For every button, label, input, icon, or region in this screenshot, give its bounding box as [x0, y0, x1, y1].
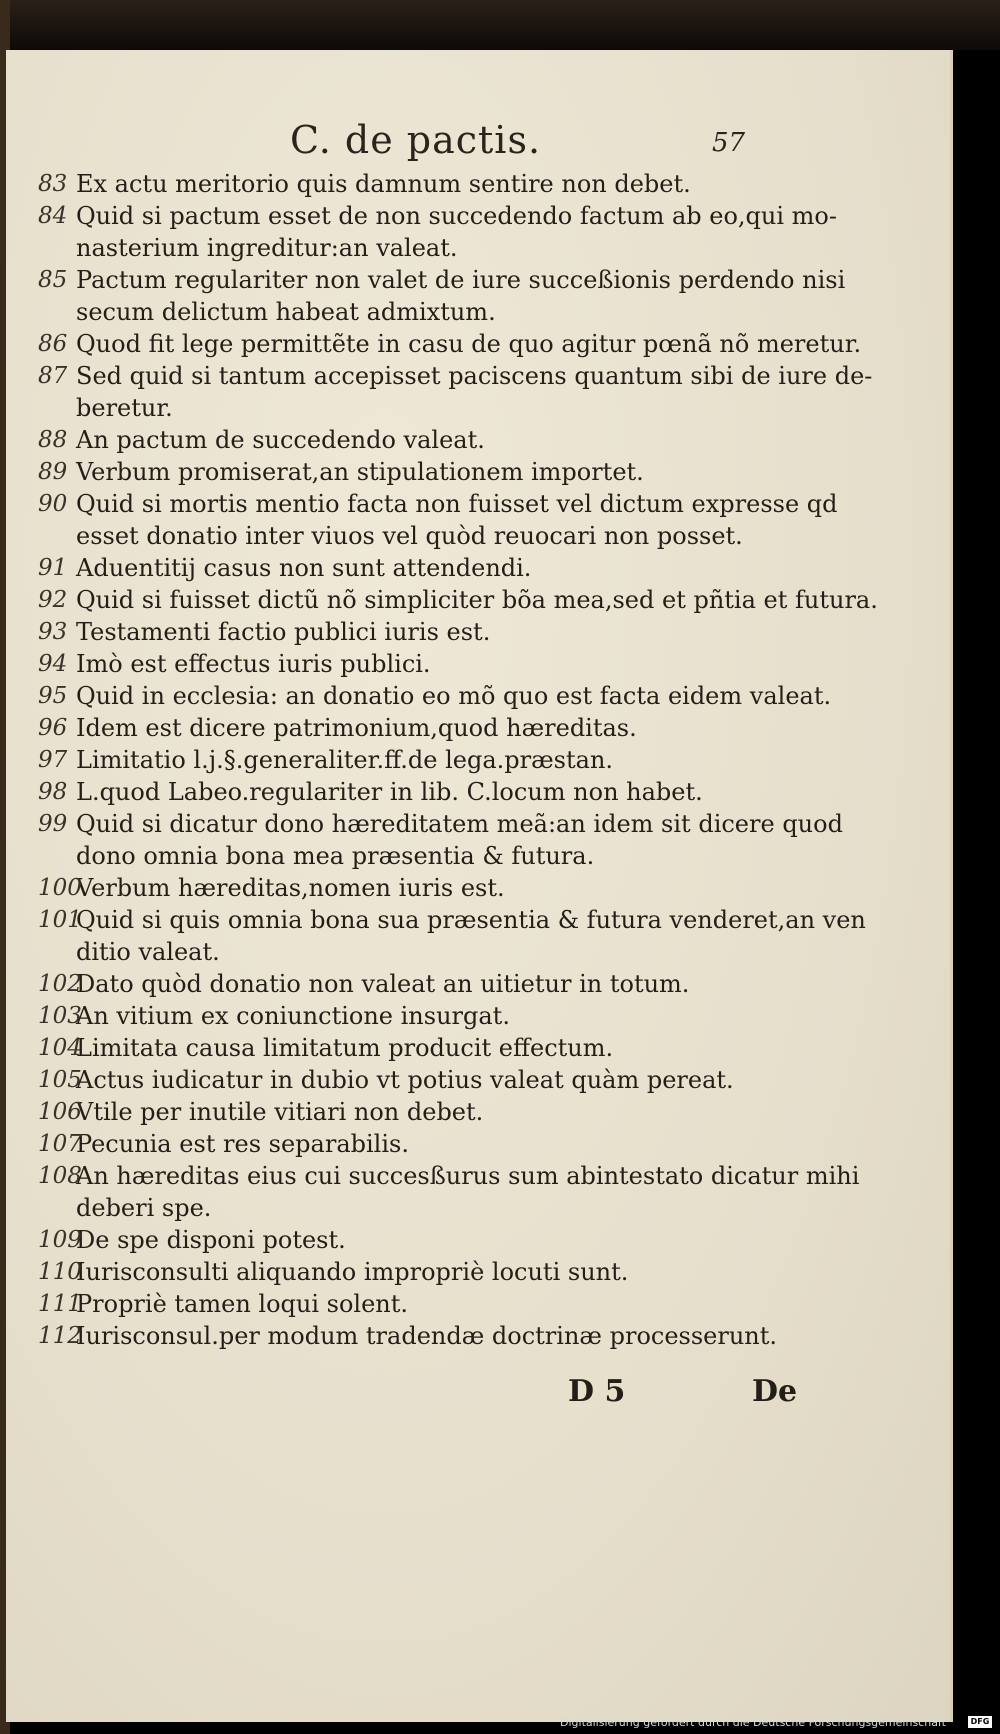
- entry-number: 106: [38, 1099, 82, 1125]
- list-item: [38, 1320, 808, 1352]
- entry-number: 95: [38, 683, 68, 709]
- list-item: [38, 1064, 808, 1096]
- entry-number: 107: [38, 1131, 82, 1157]
- list-item: [38, 1032, 808, 1064]
- entry-text-line: An vitium ex coniunctione insurgat.: [76, 1002, 510, 1030]
- entry-text-line: An hæreditas eius cui succesßurus sum abintestato dicatur mihi: [76, 1162, 860, 1190]
- list-item: [38, 1000, 808, 1032]
- entry-number: 85: [38, 267, 68, 293]
- list-item: [38, 456, 808, 488]
- entry-number: 112: [38, 1323, 82, 1349]
- list-item: [38, 872, 808, 904]
- entry-text-line: Quid si quis omnia bona sua præsentia & futura venderet,an ven: [76, 906, 866, 934]
- list-item: [38, 1096, 808, 1128]
- entry-text-line: An pactum de succedendo valeat.: [76, 426, 485, 454]
- entry-number: 105: [38, 1067, 82, 1093]
- list-item: [38, 552, 808, 584]
- entry-text-line: Sed quid si tantum accepisset paciscens quantum sibi de iure de-: [76, 362, 873, 390]
- list-item: [38, 744, 808, 776]
- entry-number: 99: [38, 811, 68, 837]
- page-number: 57: [712, 128, 746, 158]
- entry-number: 94: [38, 651, 68, 677]
- running-head: C. de pactis.: [290, 118, 542, 162]
- list-item: [38, 200, 837, 264]
- entry-number: 92: [38, 587, 68, 613]
- list-item: [38, 424, 808, 456]
- entry-text-line: Aduentitij casus non sunt attendendi.: [76, 554, 532, 582]
- list-item: [38, 1288, 808, 1320]
- entry-text-line: Quod fit lege permittẽte in casu de quo agitur pœnã nõ meretur.: [76, 330, 862, 358]
- entry-text-line: Verbum hæreditas,nomen iuris est.: [76, 874, 505, 902]
- entry-number: 89: [38, 459, 68, 485]
- entry-number: 98: [38, 779, 68, 805]
- entry-text-line: De spe disponi potest.: [76, 1226, 346, 1254]
- entry-text-line: Iurisconsulti aliquando impropriè locuti sunt.: [76, 1258, 629, 1286]
- list-item: [38, 360, 873, 424]
- entry-number: 87: [38, 363, 68, 389]
- entry-text-line: Verbum promiserat,an stipulationem importet.: [76, 458, 644, 486]
- entry-number: 91: [38, 555, 68, 581]
- entry-text-line: ditio valeat.: [76, 938, 220, 966]
- entry-text-line: Quid si pactum esset de non succedendo factum ab eo,qui mo-: [76, 202, 837, 230]
- entry-text-line: Pactum regulariter non valet de iure succeßionis perdendo nisi: [76, 266, 846, 294]
- catchword: De: [752, 1374, 798, 1409]
- entry-number: 104: [38, 1035, 82, 1061]
- list-item: [38, 1224, 808, 1256]
- entry-text-line: deberi spe.: [76, 1194, 212, 1222]
- list-item: [38, 264, 846, 328]
- list-item: [38, 680, 832, 712]
- entry-text-line: Quid si fuisset dictũ nõ simpliciter bõa mea,sed et pñtia et futura.: [76, 586, 878, 614]
- entry-text-line: Ex actu meritorio quis damnum sentire non debet.: [76, 170, 691, 198]
- entry-text-line: nasterium ingreditur:an valeat.: [76, 234, 458, 262]
- entry-text-line: Idem est dicere patrimonium,quod hæreditas.: [76, 714, 637, 742]
- entry-number: 109: [38, 1227, 82, 1253]
- list-item: [38, 1256, 808, 1288]
- entry-text-line: esset donatio inter viuos vel quòd reuocari non posset.: [76, 522, 743, 550]
- entry-number: 100: [38, 875, 82, 901]
- entry-number: 108: [38, 1163, 82, 1189]
- entry-number: 97: [38, 747, 68, 773]
- entry-text-line: Actus iudicatur in dubio vt potius valeat quàm pereat.: [76, 1066, 734, 1094]
- list-item: [38, 712, 808, 744]
- entry-text-line: secum delictum habeat admixtum.: [76, 298, 496, 326]
- entry-text-line: Propriè tamen loqui solent.: [76, 1290, 409, 1318]
- list-item: [38, 808, 843, 872]
- entry-text-line: Imò est effectus iuris publici.: [76, 650, 431, 678]
- entry-number: 83: [38, 171, 68, 197]
- entry-text-line: Quid in ecclesia: an donatio eo mõ quo est facta eidem valeat.: [76, 682, 832, 710]
- dfg-logo: DFG: [968, 1716, 992, 1728]
- entry-text-line: Pecunia est res separabilis.: [76, 1130, 409, 1158]
- entry-number: 93: [38, 619, 68, 645]
- entry-text-line: Vtile per inutile vitiari non debet.: [76, 1098, 484, 1126]
- entry-number: 110: [38, 1259, 82, 1285]
- list-item: [38, 488, 838, 552]
- list-item: [38, 328, 862, 360]
- entry-number: 86: [38, 331, 68, 357]
- entry-text-line: L.quod Labeo.regulariter in lib. C.locum non habet.: [76, 778, 703, 806]
- entry-text-line: Limitatio l.j.§.generaliter.ff.de lega.præstan.: [76, 746, 614, 774]
- digitization-credit: Digitalisierung gefördert durch die Deutsche Forschungsgemeinschaft: [560, 1716, 946, 1729]
- list-item: [38, 904, 866, 968]
- entry-text-line: Dato quòd donatio non valeat an uitietur in totum.: [76, 970, 690, 998]
- entry-number: 96: [38, 715, 68, 741]
- entry-text-line: Quid si mortis mentio facta non fuisset vel dictum expresse qd: [76, 490, 838, 518]
- entry-number: 88: [38, 427, 68, 453]
- entry-text-line: dono omnia bona mea præsentia & futura.: [76, 842, 595, 870]
- entry-text-line: beretur.: [76, 394, 173, 422]
- list-item: [38, 648, 808, 680]
- list-item: [38, 168, 808, 200]
- signature-mark: D 5: [568, 1374, 626, 1409]
- entry-text-line: Quid si dicatur dono hæreditatem meã:an idem sit dicere quod: [76, 810, 843, 838]
- summary-list: [38, 168, 878, 1352]
- entry-number: 102: [38, 971, 82, 997]
- list-item: [38, 1128, 808, 1160]
- entry-number: 103: [38, 1003, 82, 1029]
- entry-number: 90: [38, 491, 68, 517]
- list-item: [38, 1160, 860, 1224]
- list-item: [38, 616, 808, 648]
- entry-text-line: Testamenti factio publici iuris est.: [76, 618, 491, 646]
- entry-number: 111: [38, 1291, 82, 1317]
- entry-text-line: Iurisconsul.per modum tradendæ doctrinæ processerunt.: [76, 1322, 778, 1350]
- entry-number: 84: [38, 203, 68, 229]
- list-item: [38, 584, 878, 616]
- entry-text-line: Limitata causa limitatum producit effectum.: [76, 1034, 614, 1062]
- entry-number: 101: [38, 907, 82, 933]
- scan-top-border: [0, 0, 1000, 50]
- list-item: [38, 968, 808, 1000]
- list-item: [38, 776, 808, 808]
